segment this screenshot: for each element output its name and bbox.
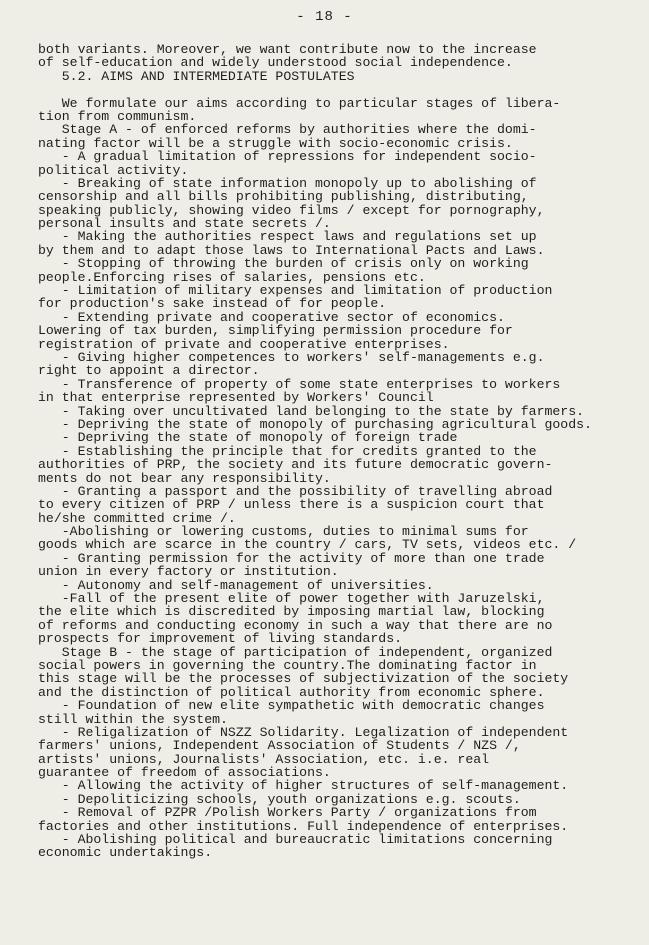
text-line: We formulate our aims according to particular stages of libera- <box>38 95 561 111</box>
text-line: registration of private and cooperative enterprises. <box>38 336 450 352</box>
text-line: social powers in governing the country.The dominating factor in <box>38 657 537 673</box>
text-line: - Taking over uncultivated land belonging to the state by farmers. <box>38 403 585 419</box>
text-line: artists' unions, Journalists' Association, etc. i.e. real <box>38 751 490 767</box>
text-line: - Depoliticizing schools, youth organizations e.g. scouts. <box>38 791 521 807</box>
text-line: in that enterprise represented by Workers' Council <box>38 390 434 406</box>
text-line: and the distinction of political authority from economic sphere. <box>38 684 545 700</box>
page-number: - 18 - <box>296 9 353 25</box>
text-line: authorities of PRP, the society and its future democratic govern- <box>38 457 553 473</box>
text-line: personal insults and state secrets /. <box>38 216 331 232</box>
text-line: for production's sake instead of for people. <box>38 296 387 312</box>
text-line: - Breaking of state information monopoly up to abolishing of <box>38 175 537 191</box>
text-line: -Fall of the present elite of power together with Jaruzelski, <box>38 591 545 607</box>
text-line: speaking publicly, showing video films / except for pornography, <box>38 202 545 218</box>
text-line: - Granting a passport and the possibility of travelling abroad <box>38 483 553 499</box>
text-line: prospects for improvement of living standards. <box>38 631 403 647</box>
text-line: censorship and all bills prohibiting publishing, distributing, <box>38 189 529 205</box>
text-line: to every citizen of PRP / unless there is a suspicion court that <box>38 497 545 513</box>
text-line: - Depriving the state of monopoly of purchasing agricultural goods. <box>38 416 592 432</box>
text-line: factories and other institutions. Full independence of enterprises. <box>38 818 569 834</box>
text-line: Stage A - of enforced reforms by authorities where the domi- <box>38 122 537 138</box>
text-line: still within the system. <box>38 711 228 727</box>
text-line: Stage B - the stage of participation of independent, organized <box>38 644 553 660</box>
text-line: right to appoint a director. <box>38 363 260 379</box>
text-line <box>38 83 638 96</box>
text-line: nating factor will be a struggle with socio-economic crisis. <box>38 135 513 151</box>
text-line: - Limitation of military expenses and limitation of production <box>38 283 553 299</box>
text-line: both variants. Moreover, we want contribute now to the increase <box>38 42 537 57</box>
text-line: - Granting permission for the activity of more than one trade <box>38 550 545 566</box>
text-line: - Transference of property of some state enterprises to workers <box>38 376 561 392</box>
text-line: - Autonomy and self-management of universities. <box>38 577 434 593</box>
text-line: the elite which is discredited by imposing martial law, blocking <box>38 604 545 620</box>
text-line: political activity. <box>38 162 189 178</box>
text-line: - Making the authorities respect laws and regulations set up <box>38 229 537 245</box>
text-line: - Allowing the activity of higher structures of self-management. <box>38 778 569 794</box>
text-line: this stage will be the processes of subjectivization of the society <box>38 671 569 687</box>
text-line: Lowering of tax burden, simplifying permission procedure for <box>38 323 513 339</box>
text-line: - Abolishing political and bureaucratic limitations concerning <box>38 832 553 848</box>
text-line: economic undertakings. <box>38 845 213 861</box>
text-line: ments do not bear any responsibility. <box>38 470 331 486</box>
text-line: by them and to adapt those laws to International Pacts and Laws. <box>38 242 545 258</box>
text-line: -Abolishing or lowering customs, duties to minimal sums for <box>38 524 529 540</box>
text-line: - Depriving the state of monopoly of foreign trade <box>38 430 458 446</box>
text-line: - Foundation of new elite sympathetic with democratic changes <box>38 698 545 714</box>
text-line: - Establishing the principle that for credits granted to the <box>38 443 537 459</box>
text-line: people.Enforcing rises of salaries, pensions etc. <box>38 269 426 285</box>
text-line: guarantee of freedom of associations. <box>38 765 331 781</box>
text-line: - Religalization of NSZZ Solidarity. Legalization of independent <box>38 724 569 740</box>
text-line: he/she committed crime /. <box>38 510 236 526</box>
text-line: - A gradual limitation of repressions for independent socio- <box>38 149 537 165</box>
text-line: union in every factory or institution. <box>38 564 339 580</box>
text-line: of self-education and widely understood social independence. <box>38 55 513 71</box>
text-line: of reforms and conducting economy in such a way that there are no <box>38 617 553 633</box>
text-line: - Stopping of throwing the burden of crisis only on working <box>38 256 529 272</box>
text-line: - Removal of PZPR /Polish Workers Party / organizations from <box>38 805 537 821</box>
text-line: 5.2. AIMS AND INTERMEDIATE POSTULATES <box>38 68 355 84</box>
body-text <box>38 43 638 860</box>
text-line: - Giving higher competences to workers' self-managements e.g. <box>38 349 545 365</box>
text-line: goods which are scarce in the country / cars, TV sets, videos etc. / <box>38 537 577 553</box>
text-line: tion from communism. <box>38 108 197 124</box>
text-line: farmers' unions, Independent Association of Students / NZS /, <box>38 738 521 754</box>
text-line: - Extending private and cooperative sector of economics. <box>38 309 505 325</box>
